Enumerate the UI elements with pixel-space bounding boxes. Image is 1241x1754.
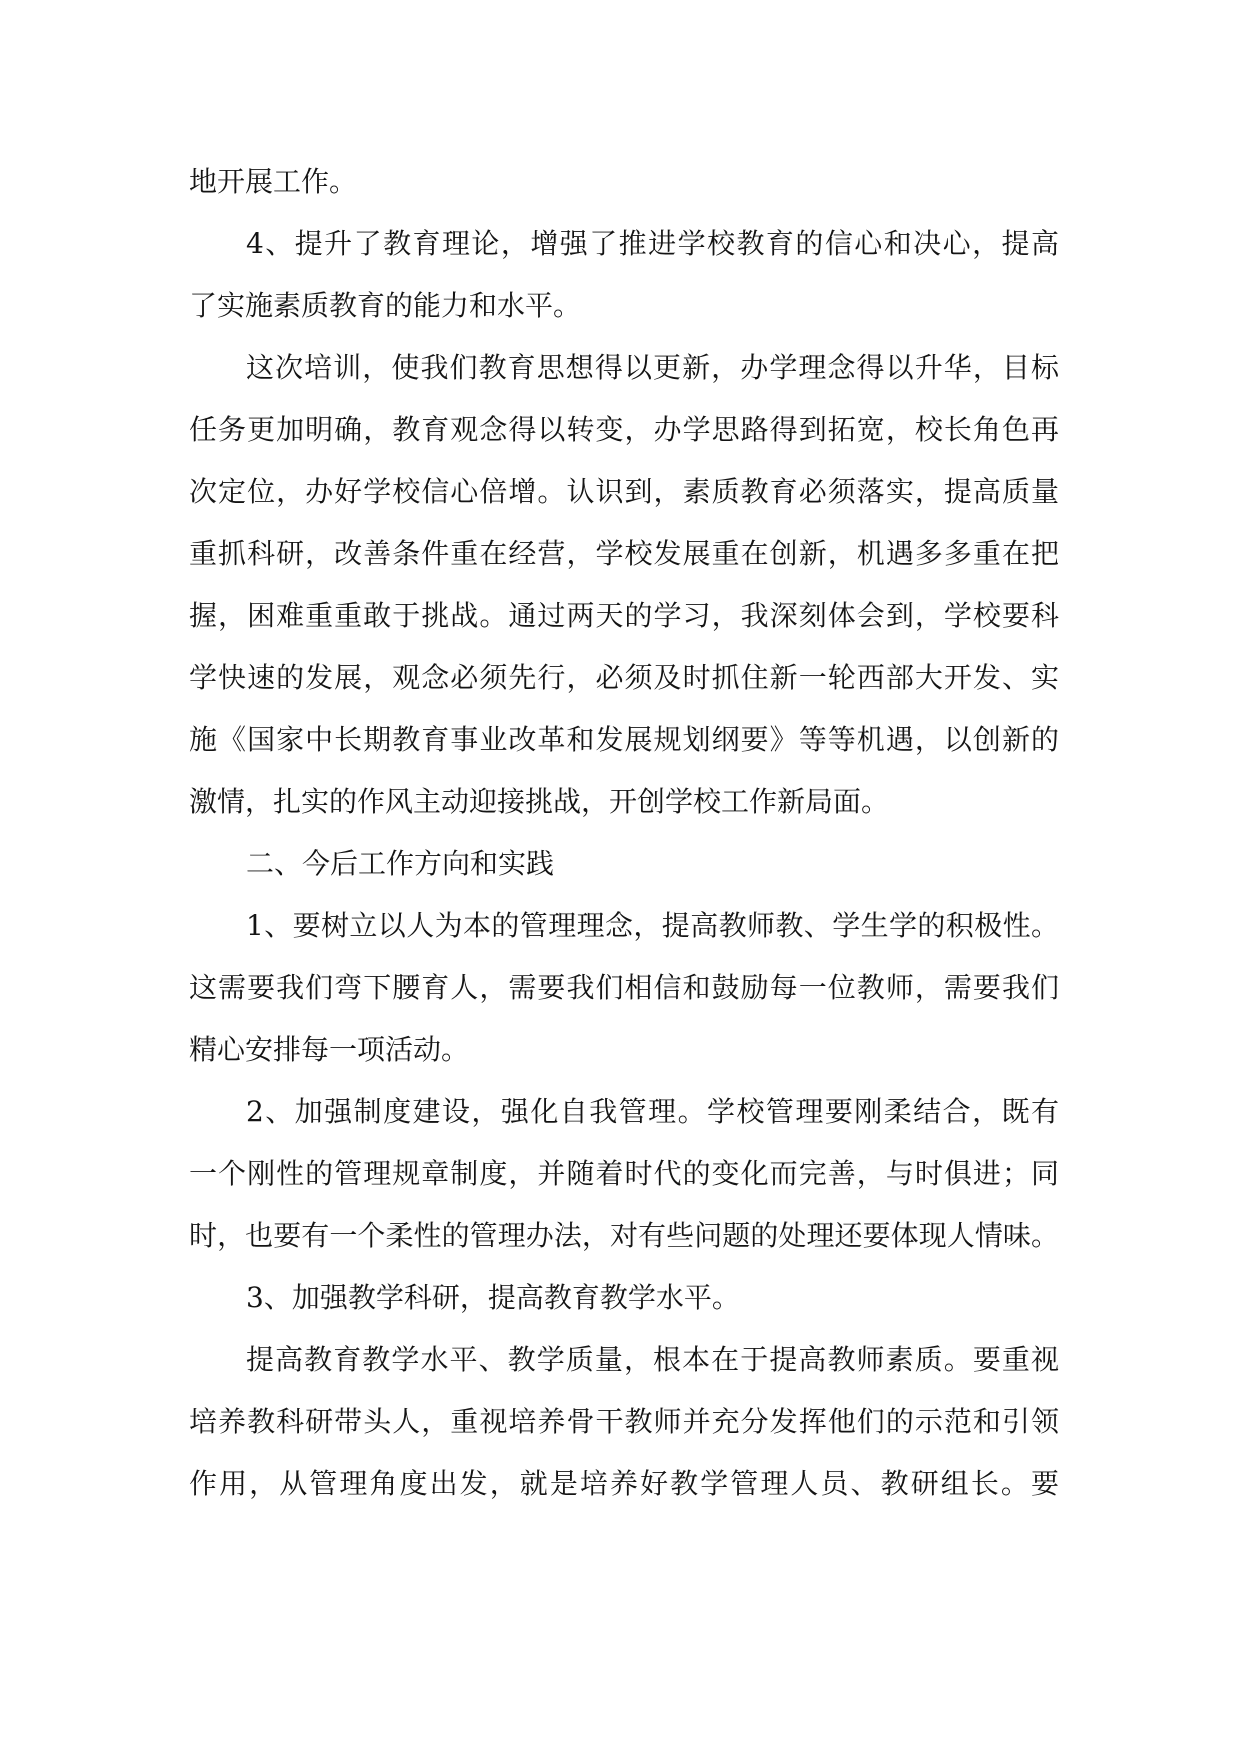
paragraph-line: 3、加强教学科研，提高教育教学水平。 <box>246 1281 740 1314</box>
paragraph-line: 地开展工作。 <box>189 165 358 198</box>
paragraph-line: 施《国家中长期教育事业改革和发展规划纲要》等等机遇，以创新的 <box>189 723 1059 756</box>
paragraph-line: 次定位，办好学校信心倍增。认识到，素质教育必须落实，提高质量 <box>189 475 1059 508</box>
paragraph-line: 精心安排每一项活动。 <box>189 1033 470 1066</box>
paragraph-line: 任务更加明确，教育观念得以转变，办学思路得到拓宽，校长角色再 <box>189 413 1059 446</box>
paragraph-line: 激情，扎实的作风主动迎接挑战，开创学校工作新局面。 <box>189 785 890 818</box>
paragraph-line: 时，也要有一个柔性的管理办法，对有些问题的处理还要体现人情味。 <box>189 1219 1059 1252</box>
paragraph-line: 了实施素质教育的能力和水平。 <box>189 289 582 322</box>
paragraph-line: 作用，从管理角度出发，就是培养好教学管理人员、教研组长。要 <box>189 1467 1059 1500</box>
section-heading: 二、今后工作方向和实践 <box>246 847 555 880</box>
paragraph-line: 培养教科研带头人，重视培养骨干教师并充分发挥他们的示范和引领 <box>189 1405 1059 1438</box>
paragraph-line: 学快速的发展，观念必须先行，必须及时抓住新一轮西部大开发、实 <box>189 661 1059 694</box>
paragraph-line: 握，困难重重敢于挑战。通过两天的学习，我深刻体会到，学校要科 <box>189 599 1059 632</box>
paragraph-line: 1、要树立以人为本的管理理念，提高教师教、学生学的积极性。 <box>246 909 1059 942</box>
paragraph-line: 这次培训，使我们教育思想得以更新，办学理念得以升华，目标 <box>246 351 1059 384</box>
paragraph-line: 重抓科研，改善条件重在经营，学校发展重在创新，机遇多多重在把 <box>189 537 1059 570</box>
paragraph-line: 一个刚性的管理规章制度，并随着时代的变化而完善，与时俱进；同 <box>189 1157 1059 1190</box>
paragraph-line: 这需要我们弯下腰育人，需要我们相信和鼓励每一位教师，需要我们 <box>189 971 1059 1004</box>
paragraph-line: 4、提升了教育理论，增强了推进学校教育的信心和决心，提高 <box>246 227 1059 260</box>
paragraph-line: 提高教育教学水平、教学质量，根本在于提高教师素质。要重视 <box>246 1343 1059 1376</box>
paragraph-line: 2、加强制度建设，强化自我管理。学校管理要刚柔结合，既有 <box>246 1095 1059 1128</box>
